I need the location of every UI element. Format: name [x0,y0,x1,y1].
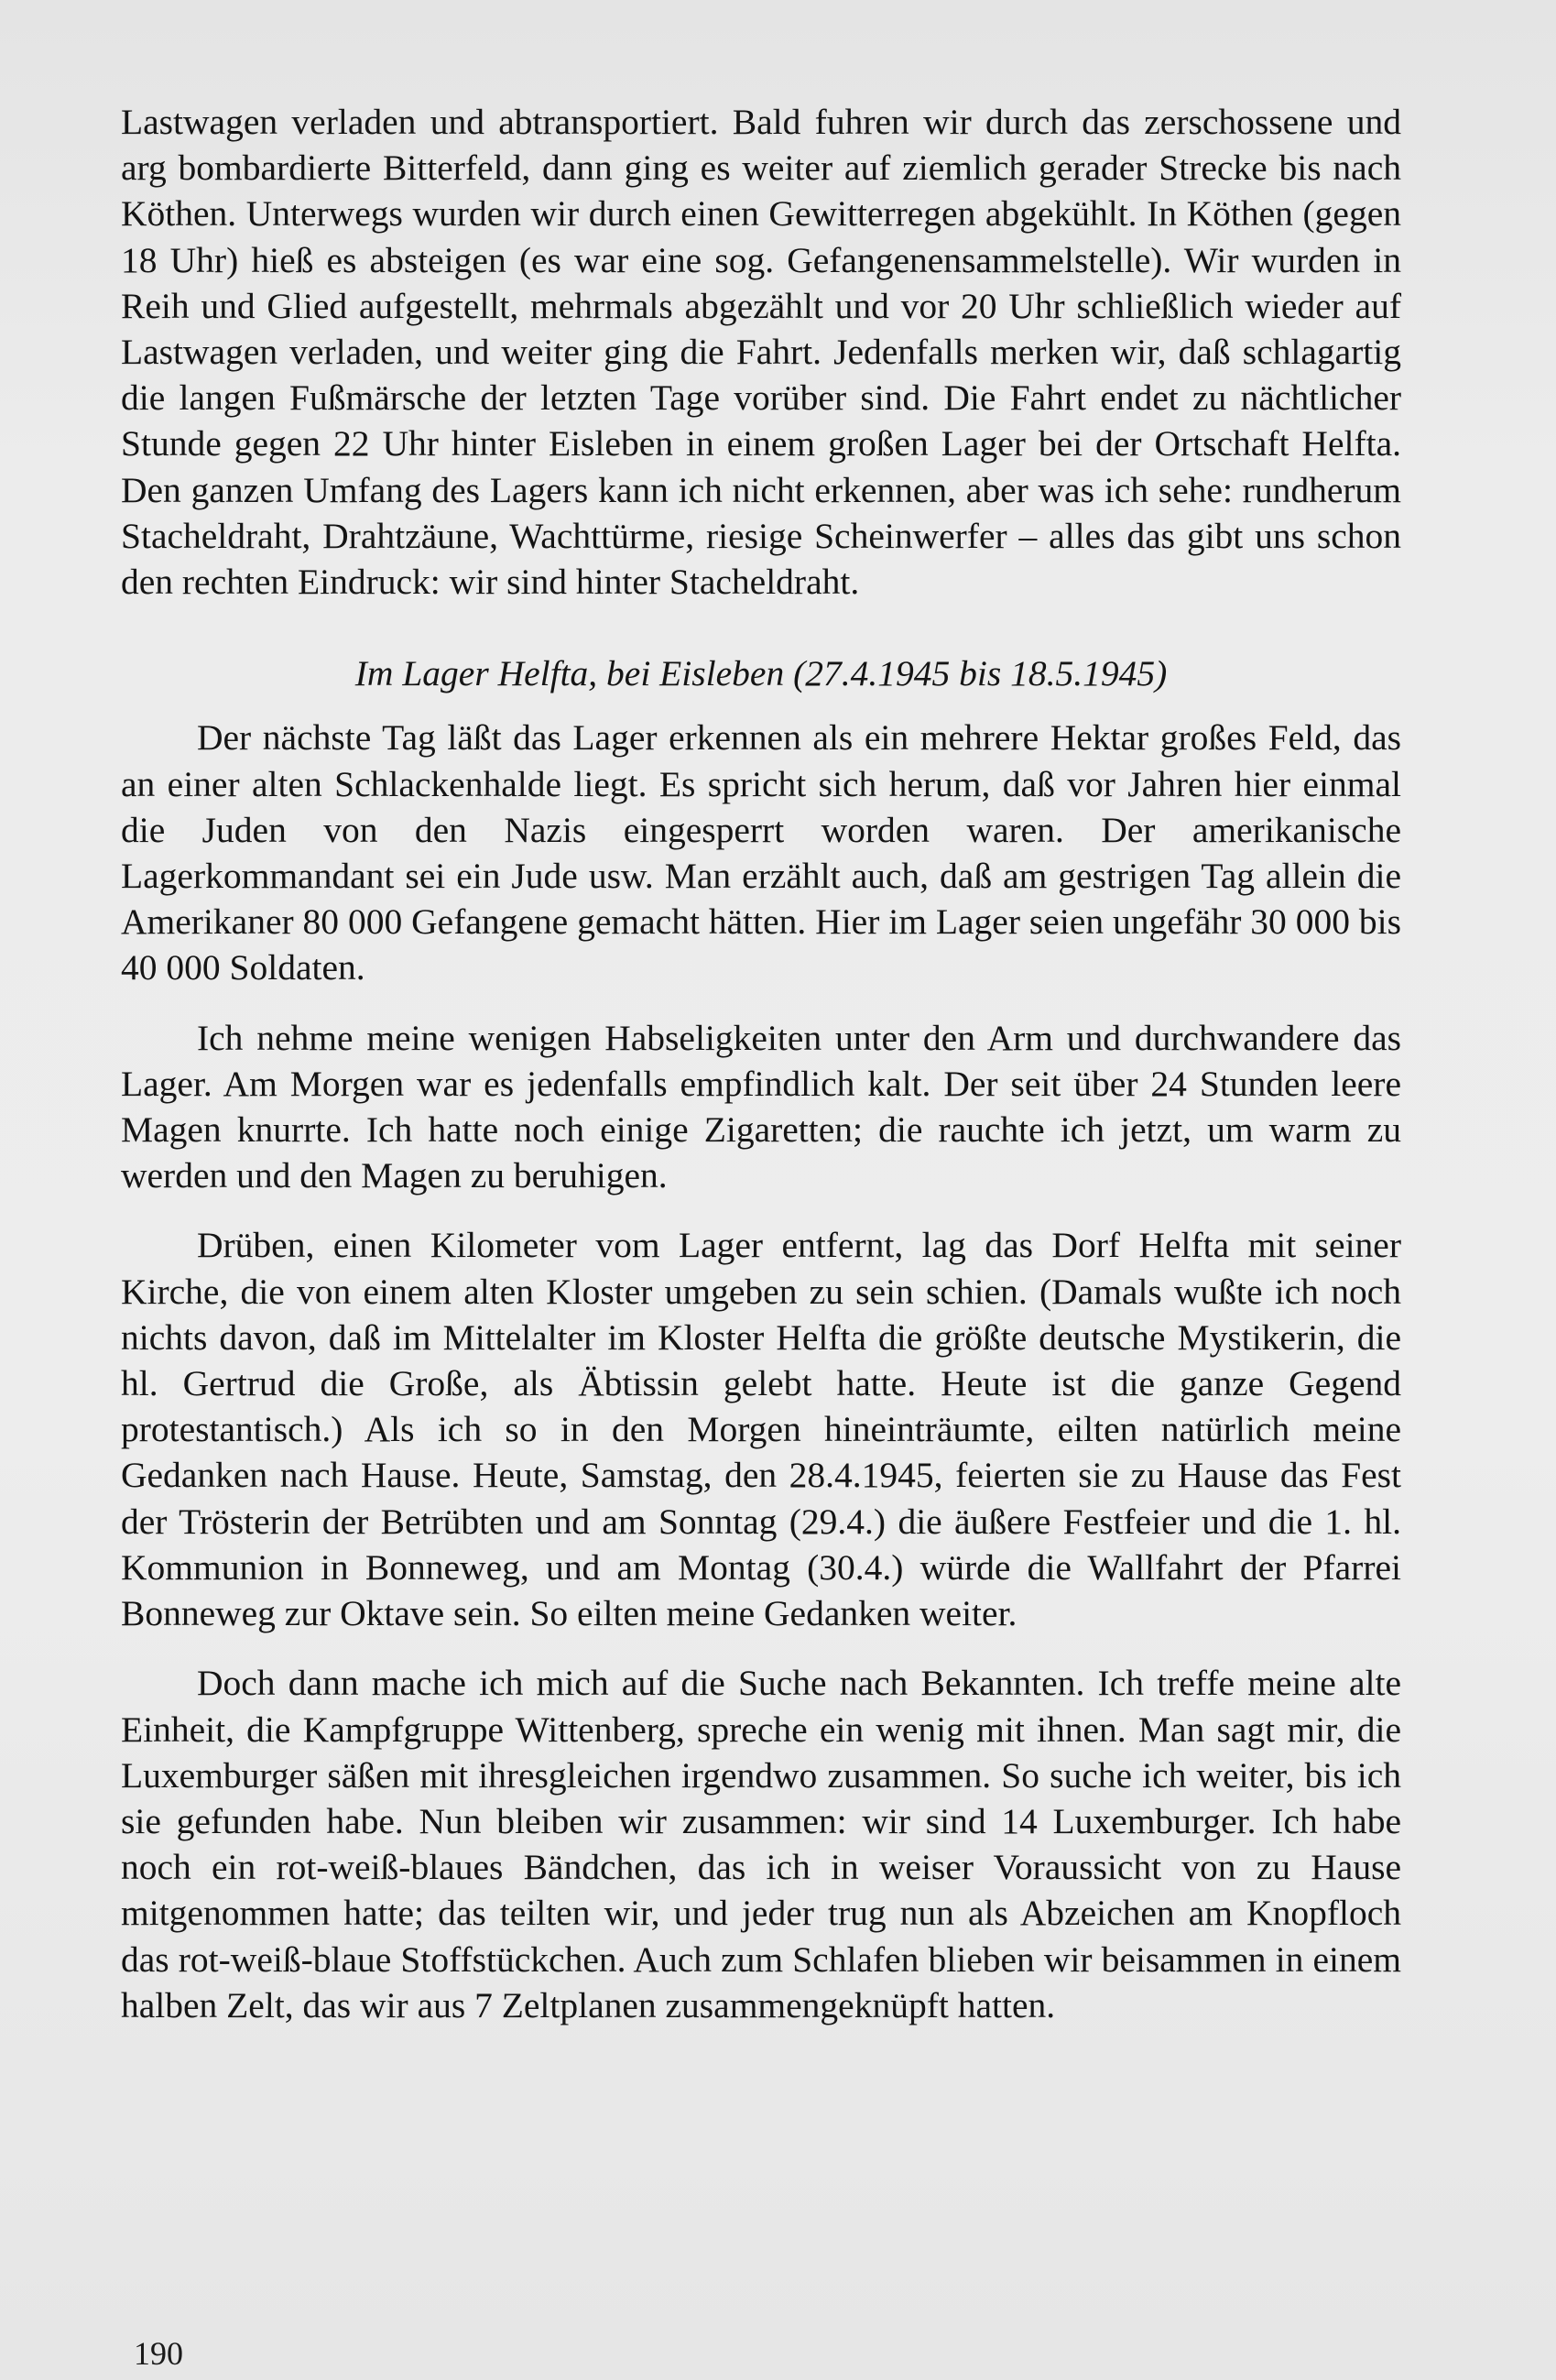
page-body [121,99,1401,2028]
paragraph-arrival-helfta: Lastwagen verladen und abtransportiert. Bald fuhren wir durch das zerschossene und arg bombardierte Bitterfeld, dann ging es weiter auf ziemlich gerader Strecke bis nach Köthen. Unterwegs wurden wir durch einen Gewitterregen abgekühlt. In Köthen (gegen 18 Uhr) hieß es absteigen (es war eine sog. Gefangenensammelstelle). Wir wurden in Reih und Glied aufgestellt, mehrmals abgezählt und vor 20 Uhr schließlich wieder auf Lastwagen verladen, und weiter ging die Fahrt. Jedenfalls merken wir, daß schlagartig die langen Fußmärsche der letzten Tage vorüber sind. Die Fahrt endet zu nächtlicher Stunde gegen 22 Uhr hinter Eisleben in einem großen Lager bei der Ortschaft Helfta. Den ganzen Umfang des Lagers kann ich nicht erkennen, aber was ich sehe: rundherum Stacheldraht, Drahtzäune, Wachttürme, riesige Scheinwerfer – alles das gibt uns schon den rechten Eindruck: wir sind hinter Stacheldraht. [121,102,1401,603]
paragraph-camp-description: Der nächste Tag läßt das Lager erkennen als ein mehrere Hektar großes Feld, das an einer alten Schlackenhalde liegt. Es spricht sich herum, daß vor Jahren hier einmal die Juden von den Nazis eingesperrt worden waren. Der amerikanische Lagerkommandant sei ein Jude usw. Man erzählt auch, daß am gestrigen Tag allein die Amerikaner 80 000 Gefangene gemacht hätten. Hier im Lager seien ungefähr 30 000 bis 40 000 Soldaten. [121,717,1401,988]
page-number: 190 [134,2335,183,2372]
section-heading: Im Lager Helfta, bei Eisleben (27.4.1945 bis 18.5.1945) [354,653,1168,694]
paragraph-village-helfta: Drüben, einen Kilometer vom Lager entfernt, lag das Dorf Helfta mit seiner Kirche, die von einem alten Kloster umgeben zu sein schien. (Damals wußte ich noch nichts davon, daß im Mittelalter im Kloster Helfta die größte deutsche Mystikerin, die hl. Gertrud die Große, als Äbtissin gelebt hatte. Heute ist die ganze Gegend protestantisch.) Als ich so in den Morgen hineinträumte, eilten natürlich meine Gedanken nach Hause. Heute, Samstag, den 28.4.1945, feierten sie zu Hause das Fest der Trösterin der Betrübten und am Sonntag (29.4.) die äußere Festfeier und die 1. hl. Kommunion in Bonneweg, und am Montag (30.4.) würde die Wallfahrt der Pfarrei Bonneweg zur Oktave sein. So eilten meine Gedanken weiter. [121,1225,1401,1634]
paragraph-walk-through-camp: Ich nehme meine wenigen Habseligkeiten unter den Arm und durchwandere das Lager. Am Morgen war es jedenfalls empfindlich kalt. Der seit über 24 Stunden leere Magen knurrte. Ich hatte noch einige Zigaretten; die rauchte ich jetzt, um warm zu werden und den Magen zu beruhigen. [121,1017,1401,1196]
paragraph-luxembourgers: Doch dann mache ich mich auf die Suche nach Bekannten. Ich treffe meine alte Einheit, die Kampfgruppe Wittenberg, spreche ein wenig mit ihnen. Man sagt mir, die Luxemburger säßen mit ihresgleichen irgendwo zusammen. So suche ich weiter, bis ich sie gefunden habe. Nun bleiben wir zusammen: wir sind 14 Luxemburger. Ich habe noch ein rot-weiß-blaues Bändchen, das ich in weiser Voraussicht von zu Hause mitgenommen hatte; das teilten wir, und jeder trug nun als Abzeichen am Knopfloch das rot-weiß-blaue Stoffstückchen. Auch zum Schlafen blieben wir beisammen in einem halben Zelt, das wir aus 7 Zeltplanen zusammengeknüpft hatten. [121,1663,1401,2025]
